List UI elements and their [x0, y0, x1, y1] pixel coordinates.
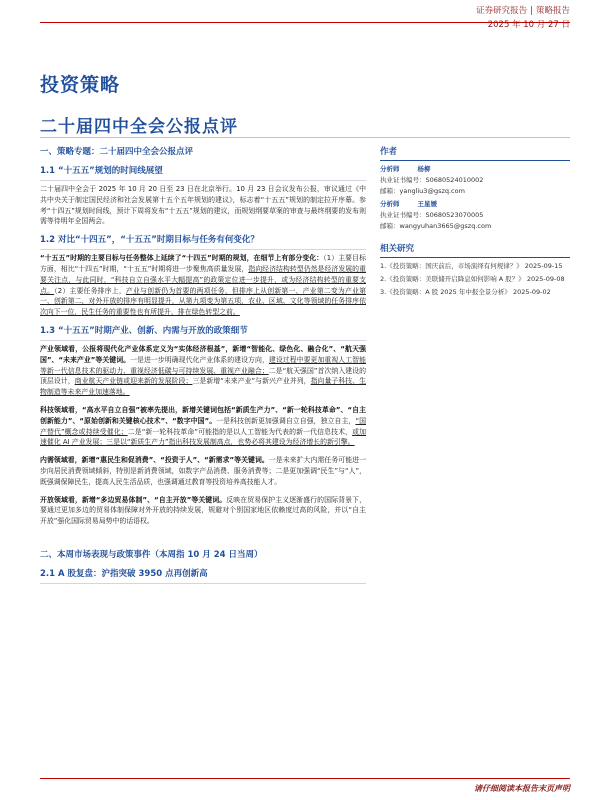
underlined-text: 或加速催化 AI 产业发展； [40, 427, 367, 447]
underlined-text: 指向经济结构转型仍然是经济发展的重要关注点，与此同时，“科技自立自强水平大幅提高”的政策定位进一步提升，或为经济结构转型的重要支点。 [40, 264, 366, 295]
paragraph-lead: 内需领域看，新增“惠民生和促消费”、“投资于人”、“新需求”等关键词。 [40, 456, 269, 465]
section-heading: 一、策略专题：二十届四中全会公报点评 [40, 147, 194, 157]
related-research-item[interactable]: 3.《投资策略：A 股 2025 年中报全景分析》 2025-09-02 [380, 288, 551, 296]
paragraph-text: 一是未来扩大内需任务可能进一步向居民消费领域倾斜，特别是新消费领域，如数字产品消费、服务消费等；二是更加强调“民生”与“人”，既强调保障民生，提高人民生活品质，也强调通过教育等投资培养高技能人才。 [40, 456, 366, 486]
analyst-name-line [380, 164, 570, 175]
subsection-heading: 1.1 “十五五”规划的时间线展望 [40, 161, 366, 181]
analyst-name: 王星媛 [417, 200, 437, 208]
analyst-role: 分析师 [380, 200, 400, 208]
category-separator: | [530, 6, 533, 16]
subsection-heading: 2.1 A 股复盘：沪指突破 3950 点再创新高 [40, 564, 366, 584]
underlined-text: 建设过程中要更加重视人工智能等新一代信息技术的驱动力、重视经济低碳与可持续发展、重视产业融合； [40, 355, 367, 375]
paragraph [40, 253, 366, 318]
related-research-item[interactable]: 2.《投资策略：美联储开启降息如何影响 A 股？》 2025-09-08 [380, 275, 565, 283]
paragraph-lead: “十五五”时期的主要目标与任务整体上延续了“十四五”时期的规划，在细节上有部分变化： [40, 254, 324, 263]
paragraph-text: 二是“新一轮科技革命”可能指的是以人工智能为代表的新一代信息技术， [127, 427, 353, 436]
report-header [476, 4, 570, 32]
paragraph [40, 455, 366, 487]
title-divider [40, 137, 570, 138]
underlined-text: 商业航天产业链或迎来新的发展阶段； [74, 377, 193, 386]
analyst-cert: 执业证书编号：S0680523070005 [380, 211, 484, 219]
underlined-text: 指向量子科技、生物制造等未来产业加速落地。 [40, 377, 367, 397]
paragraph-lead: 开放领域看，新增“多边贸易体制”、“自主开放”等关键词。 [40, 495, 227, 504]
paragraph-text: 一是进一步明确现代化产业体系的建设方向， [130, 355, 269, 364]
related-research-item[interactable]: 1.《投资策略：国庆前后，市场演绎有何规律？》 2025-09-15 [380, 262, 563, 270]
report-type: 投资策略 [40, 74, 121, 96]
sidebar [380, 143, 570, 300]
analyst-email[interactable]: 邮箱：yangliu3@gszq.com [380, 187, 465, 195]
underlined-text: 产业与创新仍为首要的两项任务，但排序上从创新第一、产业第二变为产业第一、创新第二，对外开放的排序有明显提升，从第九项变为第五项，农业、区域、文化等领域的任务排序依次向下一位， [40, 286, 367, 317]
report-date: 2025 年 10 月 27 日 [487, 20, 570, 30]
category-label: 策略报告 [535, 6, 570, 16]
analyst-card [380, 164, 570, 197]
paragraph-text: 反映在贸易保护主义逐渐盛行的国际背景下，要通过更加多边的贸易体制保障对外开放的持续发展，规避对个别国家地区依赖度过高的风险，并以“自主开放”强化国际贸易局势中的话语权。 [40, 495, 366, 526]
paragraph [40, 405, 366, 448]
paragraph-text: 二是“航天强国”首次纳入建设的顶层设计， [40, 366, 367, 386]
underlined-text: “国产替代”概念或持续受催化； [40, 416, 366, 436]
underlined-text: 民生任务的重要性也有所提升，排在绿色转型之前。 [81, 308, 240, 317]
paragraph: 二十届四中全会于 2025 年 10 月 20 日至 23 日在北京举行。10 月 23 日会议发布公报，审议通过《中共中央关于制定国民经济和社会发展第十五个五年规划的建议》，标志着“十五五”规划的制定拉开序幕。参考“十四五”规划时间线，预计下周将发布“十五五”规划的建议，而规划纲要草案的审查与最终纲要的发布则需等待明年全国两会。 [40, 185, 366, 226]
analyst-email[interactable]: 邮箱：wangyuhan3665@gszq.com [380, 222, 492, 230]
subsection-heading: 1.2 对比“十四五”，“十五五”时期目标与任务有何变化？ [40, 230, 366, 250]
paragraph-lead: 科技领域看，“高水平自立自强”被率先提出，新增关键词包括“新质生产力”、“新一轮科技革命”、“自主创新能力”、“原始创新和关键核心技术”、“数字中国”。 [40, 405, 366, 425]
main-content [40, 143, 366, 587]
analyst-name: 杨柳 [417, 165, 431, 173]
paragraph-text: （1）主要目标方面，相比“十四五”时期，“十五五”时期将进一步聚焦高质量发展， [40, 254, 366, 273]
authors-heading: 作者 [380, 143, 570, 161]
footer-disclaimer: 请仔细阅读本报告末页声明 [40, 778, 570, 792]
analyst-card [380, 199, 570, 232]
paragraph-lead: 产业领域看，公报将现代化产业体系定义为“实体经济根基”，新增“智能化、绿色化、融合化”、“航天强国”、“未来产业”等关键词。 [40, 344, 366, 364]
analyst-cert: 执业证书编号：S0680524010002 [380, 176, 484, 184]
related-research-heading: 相关研究 [380, 240, 570, 258]
paragraph-text: （2）主要任务排序上， [54, 286, 126, 295]
underlined-text: 三是以“新质生产力”指出科技发展制高点，也势必将其建设为经济增长的新引擎。 [106, 438, 355, 447]
report-categories [476, 4, 570, 18]
analyst-role: 分析师 [380, 165, 400, 173]
category-label: 证券研究报告 [476, 6, 528, 16]
analyst-name-line [380, 199, 570, 210]
paragraph-text: 一是科技创新更加强调自立自强，独立自主， [216, 416, 356, 425]
page-title: 二十届四中全会公报点评 [40, 117, 238, 137]
paragraph [40, 495, 366, 527]
section-heading: 二、本周市场表现与政策事件（本周指 10 月 24 日当周） [40, 549, 263, 560]
subsection-heading: 1.3 “十五五”时期产业、创新、内需与开放的政策细节 [40, 321, 366, 341]
paragraph-text: 三是新增“未来产业”与新兴产业并列， [192, 377, 311, 386]
paragraph [40, 344, 366, 398]
